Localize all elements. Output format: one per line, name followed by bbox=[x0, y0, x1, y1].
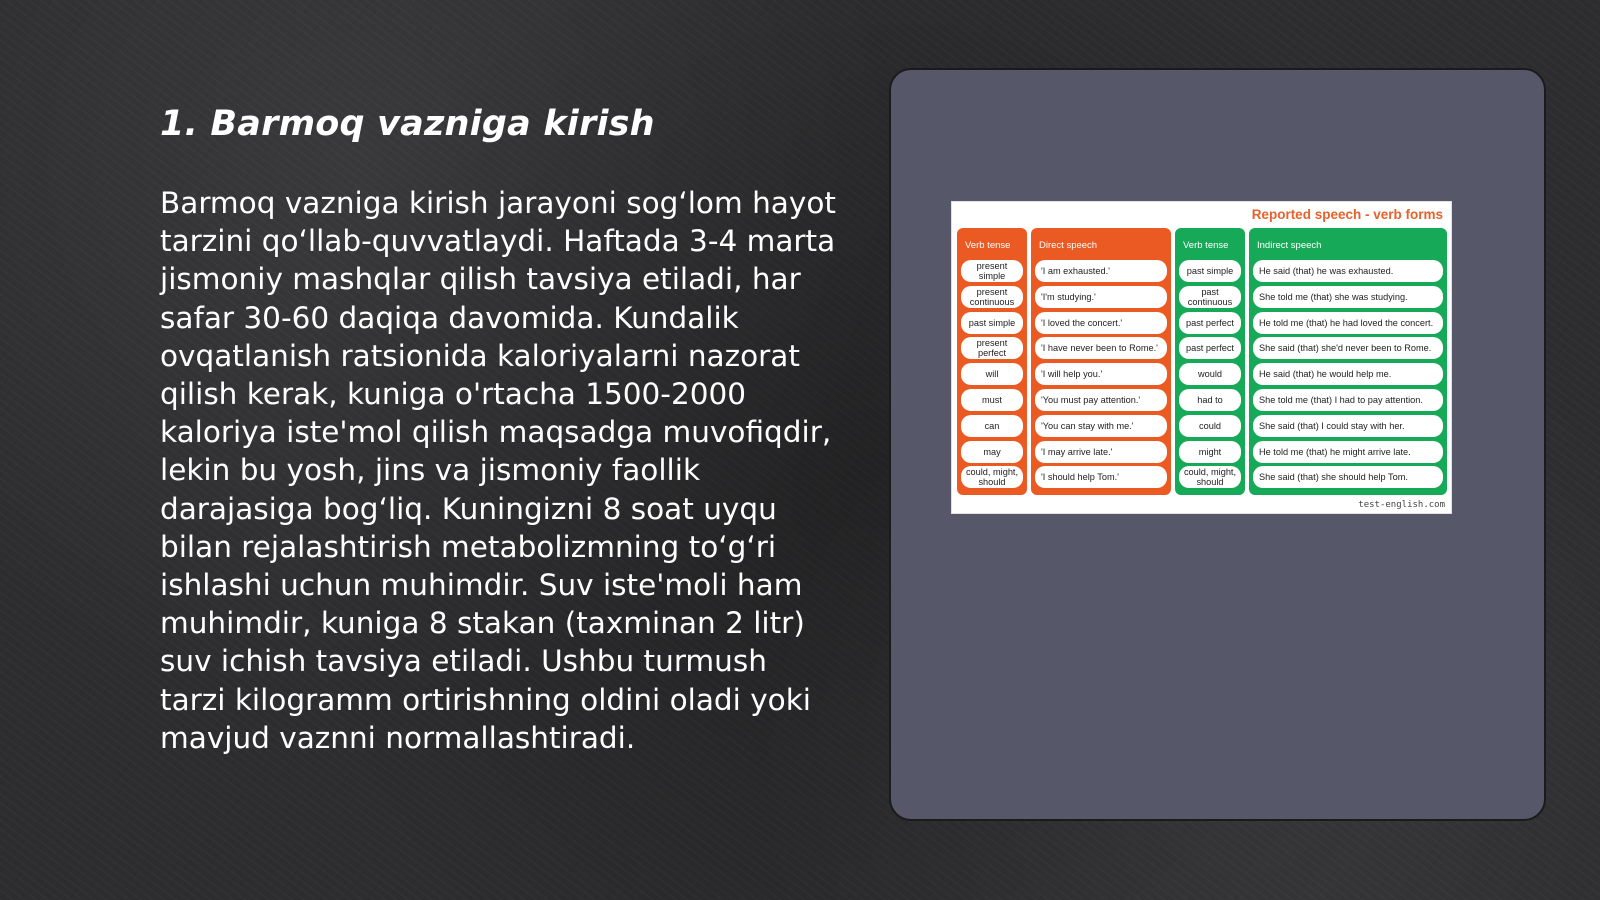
cell-verb-tense-indirect: past simple bbox=[1179, 260, 1241, 282]
cell-direct-speech: 'I have never been to Rome.' bbox=[1035, 337, 1167, 359]
cell-verb-tense-direct: may bbox=[961, 441, 1023, 463]
cell-indirect-speech: He said (that) he was exhausted. bbox=[1253, 260, 1443, 282]
cell-verb-tense-direct: can bbox=[961, 415, 1023, 437]
header-direct-speech: Direct speech bbox=[1039, 240, 1098, 251]
cell-indirect-speech: She said (that) I could stay with her. bbox=[1253, 415, 1443, 437]
cell-direct-speech: 'You can stay with me.' bbox=[1035, 415, 1167, 437]
cell-verb-tense-direct: could, might, should bbox=[961, 466, 1023, 488]
cell-verb-tense-indirect: had to bbox=[1179, 389, 1241, 411]
cell-verb-tense-direct: will bbox=[961, 363, 1023, 385]
cell-verb-tense-indirect: would bbox=[1179, 363, 1241, 385]
image-title: Reported speech - verb forms bbox=[1251, 207, 1443, 222]
cell-indirect-speech: She told me (that) I had to pay attention. bbox=[1253, 389, 1443, 411]
cell-verb-tense-direct: must bbox=[961, 389, 1023, 411]
slide-title: 1. Barmoq vazniga kirish bbox=[160, 104, 655, 144]
cell-verb-tense-indirect: past perfect bbox=[1179, 312, 1241, 334]
cell-verb-tense-indirect: might bbox=[1179, 441, 1241, 463]
cell-indirect-speech: She said (that) she'd never been to Rome. bbox=[1253, 337, 1443, 359]
cell-verb-tense-indirect: could, might, should bbox=[1179, 466, 1241, 488]
cell-verb-tense-indirect: past continuous bbox=[1179, 286, 1241, 308]
cell-verb-tense-indirect: past perfect bbox=[1179, 337, 1241, 359]
cell-indirect-speech: He said (that) he would help me. bbox=[1253, 363, 1443, 385]
cell-direct-speech: 'I may arrive late.' bbox=[1035, 441, 1167, 463]
cell-verb-tense-direct: present continuous bbox=[961, 286, 1023, 308]
cell-direct-speech: 'I should help Tom.' bbox=[1035, 466, 1167, 488]
image-panel bbox=[889, 68, 1546, 821]
image-source: test-english.com bbox=[1358, 500, 1445, 510]
cell-indirect-speech: He told me (that) he might arrive late. bbox=[1253, 441, 1443, 463]
cell-indirect-speech: He told me (that) he had loved the concert. bbox=[1253, 312, 1443, 334]
cell-direct-speech: 'You must pay attention.' bbox=[1035, 389, 1167, 411]
header-verb-tense-direct: Verb tense bbox=[965, 240, 1011, 251]
cell-verb-tense-indirect: could bbox=[1179, 415, 1241, 437]
cell-verb-tense-direct: past simple bbox=[961, 312, 1023, 334]
cell-verb-tense-direct: present simple bbox=[961, 260, 1023, 282]
reported-speech-image bbox=[951, 201, 1452, 514]
cell-indirect-speech: She said (that) she should help Tom. bbox=[1253, 466, 1443, 488]
cell-direct-speech: 'I loved the concert.' bbox=[1035, 312, 1167, 334]
header-verb-tense-indirect: Verb tense bbox=[1183, 240, 1229, 251]
slide-body-text: Barmoq vazniga kirish jarayoni sog‘lom hayot tarzini qo‘llab-quvvatlaydi. Haftada 3-4 marta jismoniy mashqlar qilish tavsiya etiladi, har safar 30-60 daqiqa davomida. Kundalik ovqatlanish ratsionida kaloriyalarni nazorat qilish kerak, kuniga o'rtacha 1500-2000 kaloriya iste'mol qilish maqsadga muvofiqdir, lekin bu yosh, jins va jismoniy faollik darajasiga bog‘liq. Kuningizni 8 soat uyqu bilan rejalashtirish metabolizmning to‘g‘ri ishlashi uchun muhimdir. Suv iste'moli ham muhimdir, kuniga 8 stakan (taxminan 2 litr) suv ichish tavsiya etiladi. Ushbu turmush tarzi kilogramm ortirishning oldini oladi yoki mavjud vaznni normallashtiradi. bbox=[160, 186, 836, 755]
header-indirect-speech: Indirect speech bbox=[1257, 240, 1322, 251]
cell-verb-tense-direct: present perfect bbox=[961, 337, 1023, 359]
cell-direct-speech: 'I am exhausted.' bbox=[1035, 260, 1167, 282]
cell-indirect-speech: She told me (that) she was studying. bbox=[1253, 286, 1443, 308]
cell-direct-speech: 'I will help you.' bbox=[1035, 363, 1167, 385]
cell-direct-speech: 'I'm studying.' bbox=[1035, 286, 1167, 308]
